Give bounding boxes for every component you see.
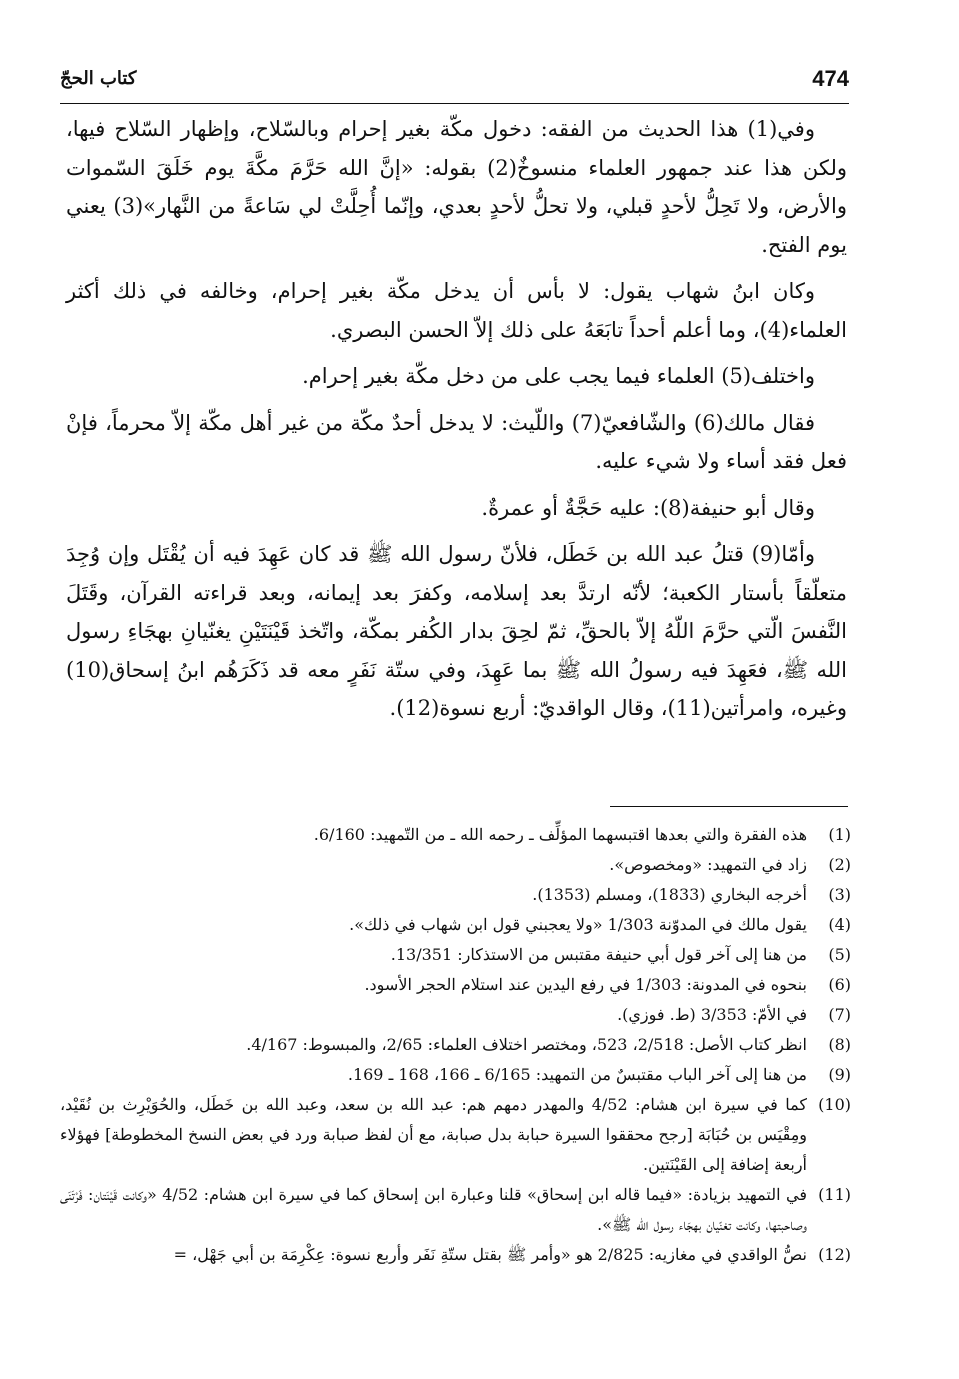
footnote-item	[60, 1180, 851, 1240]
footnotes	[60, 820, 851, 1270]
footnote-text: يقول مالك في المدوّنة 1/303 «ولا يعجبني قول ابن شهاب في ذلك».	[349, 915, 807, 934]
footnote-item	[60, 1060, 851, 1090]
footnote-item	[60, 910, 851, 940]
paragraph: وفي(1) هذا الحديث من الفقه: دخول مكّة بغير إحرام وبالسّلاح، وإظهار السّلاح فيها، ولكن هذا عند جمهور العلماء منسوخٌ(2) بقوله: «إنَّ الله حَرَّمَ مكَّةَ يوم خَلَقَ السّموات والأرض، ولا تَحِلُّ لأحدٍ قبلي، ولا تحلُّ لأحدٍ بعدي، وإنّما أُحِلَّتْ لي سَاعةً من النَّهار»(3) يعني يوم الفتح.	[66, 117, 847, 257]
footnote-text: كما في سيرة ابن هشام: 4/52 والمهدر دمهم هم: عبد الله بن سعد، وعبد الله بن خَطَل، والحُوَيْرِث بن نُقَيْد، ومِقْيَس بن حُبَابَة [رجح محققوا السيرة حبابة بدل صبابة، مع أن لفظ صبابة ورد في بعض النسخ المخطوطة] فهؤلاء أربعة إضافة إلى القَيْنَتين.	[60, 1095, 807, 1174]
footnote-number: (11)	[818, 1185, 851, 1204]
footnote-item	[60, 1030, 851, 1060]
footnote-text: في الأمّ: 3/353 (ط. فوزي).	[617, 1005, 807, 1024]
main-text	[66, 110, 847, 736]
footnote-number: (9)	[828, 1065, 851, 1084]
footnote-item	[60, 1000, 851, 1030]
footnote-item	[60, 1240, 851, 1270]
paragraph: واختلف(5) العلماء فيما يجب على من دخل مكّة بغير إحرام.	[302, 364, 815, 388]
footnote-number: (5)	[828, 945, 851, 964]
footnote-item	[60, 850, 851, 880]
footnote-text: من هنا إلى آخر الباب مقتبسٌ من التمهيد: 6/165 ـ 166، 168 ـ 169.	[347, 1065, 807, 1084]
footnote-item	[60, 1090, 851, 1180]
paragraph: وكان ابنُ شهاب يقول: لا بأس أن يدخل مكّة بغير إحرام، وخالفه في ذلك أكثر العلماء(4)، وما أعلم أحداً تابَعَهُ على ذلك إلاّ الحسن البصري.	[66, 279, 847, 342]
footnote-text: انظر كتاب الأصل: 2/518، 523، ومختصر اختلاف العلماء: 2/65، والمبسوط: 4/167.	[246, 1035, 807, 1054]
footnote-item	[60, 880, 851, 910]
paragraph: فقال مالك(6) والشّافعيّ(7) واللّيث: لا يدخل أحدٌ مكّة من غير أهل مكّة إلاّ محرماً، فإنْ فعل فقد أساء ولا شيء عليه.	[66, 410, 847, 473]
page-number: 474	[812, 66, 849, 91]
running-title: كتاب الحجّ	[60, 68, 137, 89]
footnote-number: (12)	[818, 1245, 851, 1264]
paragraph: وقال أبو حنيفة(8): عليه حَجَّةٌ أو عمرةٌ.	[481, 495, 815, 520]
footnote-number: (4)	[828, 915, 851, 934]
footnote-text: بنحوه في المدونة: 1/303 في رفع اليدين عند استلام الحجر الأسود.	[364, 975, 807, 994]
footnote-number: (2)	[828, 855, 851, 874]
page-header	[60, 62, 849, 102]
footnote-text: من هنا إلى آخر قول أبي حنيفة مقتبس من الاستذكار: 13/351.	[390, 945, 807, 964]
footnote-number: (3)	[828, 885, 851, 904]
footnote-number: (6)	[828, 975, 851, 994]
footnote-text: هذه الفقرة والتي بعدها اقتبسهما المؤلِّف ـ رحمه الله ـ من التّمهيد: 6/160.	[313, 825, 807, 844]
footnote-number: (7)	[828, 1005, 851, 1024]
footnote-text: نصُّ الواقدي في مغازيه: 2/825 هو «وأمر ﷺ بقتل ستّةِ نَفَر وأربع نسوة: عِكْرِمَة بن أبي جَهْل، =	[173, 1245, 807, 1264]
footnote-text: زاد في التمهيد: «ومخصوص».	[609, 855, 807, 874]
footnote-number: (1)	[828, 825, 851, 844]
footnote-text: في التمهيد بزيادة: «فيما قاله ابن إسحاق» قلنا وعبارة ابن إسحاق كما في سيرة ابن هشام: 4/52 «وكانت قَيْنَتان: فَرْتَنَى وصاحبتها، وكانت تغنّيان بهجَاء رسول الله ﷺ».	[60, 1185, 808, 1234]
footnote-number: (8)	[828, 1035, 851, 1054]
header-rule	[60, 103, 849, 104]
footnote-text: أخرجه البخاري (1833)، ومسلم (1353).	[532, 885, 807, 904]
footnote-item	[60, 820, 851, 850]
footnote-separator	[610, 806, 848, 807]
footnote-number: (10)	[818, 1095, 851, 1114]
footnote-item	[60, 940, 851, 970]
footnote-item	[60, 970, 851, 1000]
paragraph: وأمّا(9) قتلُ عبد الله بن خَطَل، فلأنّ رسول الله ﷺ قد كان عَهِدَ فيه أن يُقْتَل وإن وُجِدَ متعلّقاً بأستار الكعبة؛ لأنّه ارتدَّ بعد إسلامه، وكفرَ بعد إيمانه، وبعد قراءته القرآن، وقَتَلَ النَّفسَ الّتي حرَّمَ اللّهُ إلاّ بالحقِّ، ثمّ لحِقَ بدار الكُفر بمكّة، واتّخذ قَيْنَتَيْنِ يغنّيانِ بهجَاءِ رسول الله ﷺ، فعَهِدَ فيه رسولُ الله ﷺ بما عَهِدَ، وفي ستّة نَفَرٍ معه قد ذَكَرَهُم ابنُ إسحاق(10) وغيره، وامرأتين(11)، وقال الواقديّ: أربع نسوة(12).	[66, 542, 847, 720]
